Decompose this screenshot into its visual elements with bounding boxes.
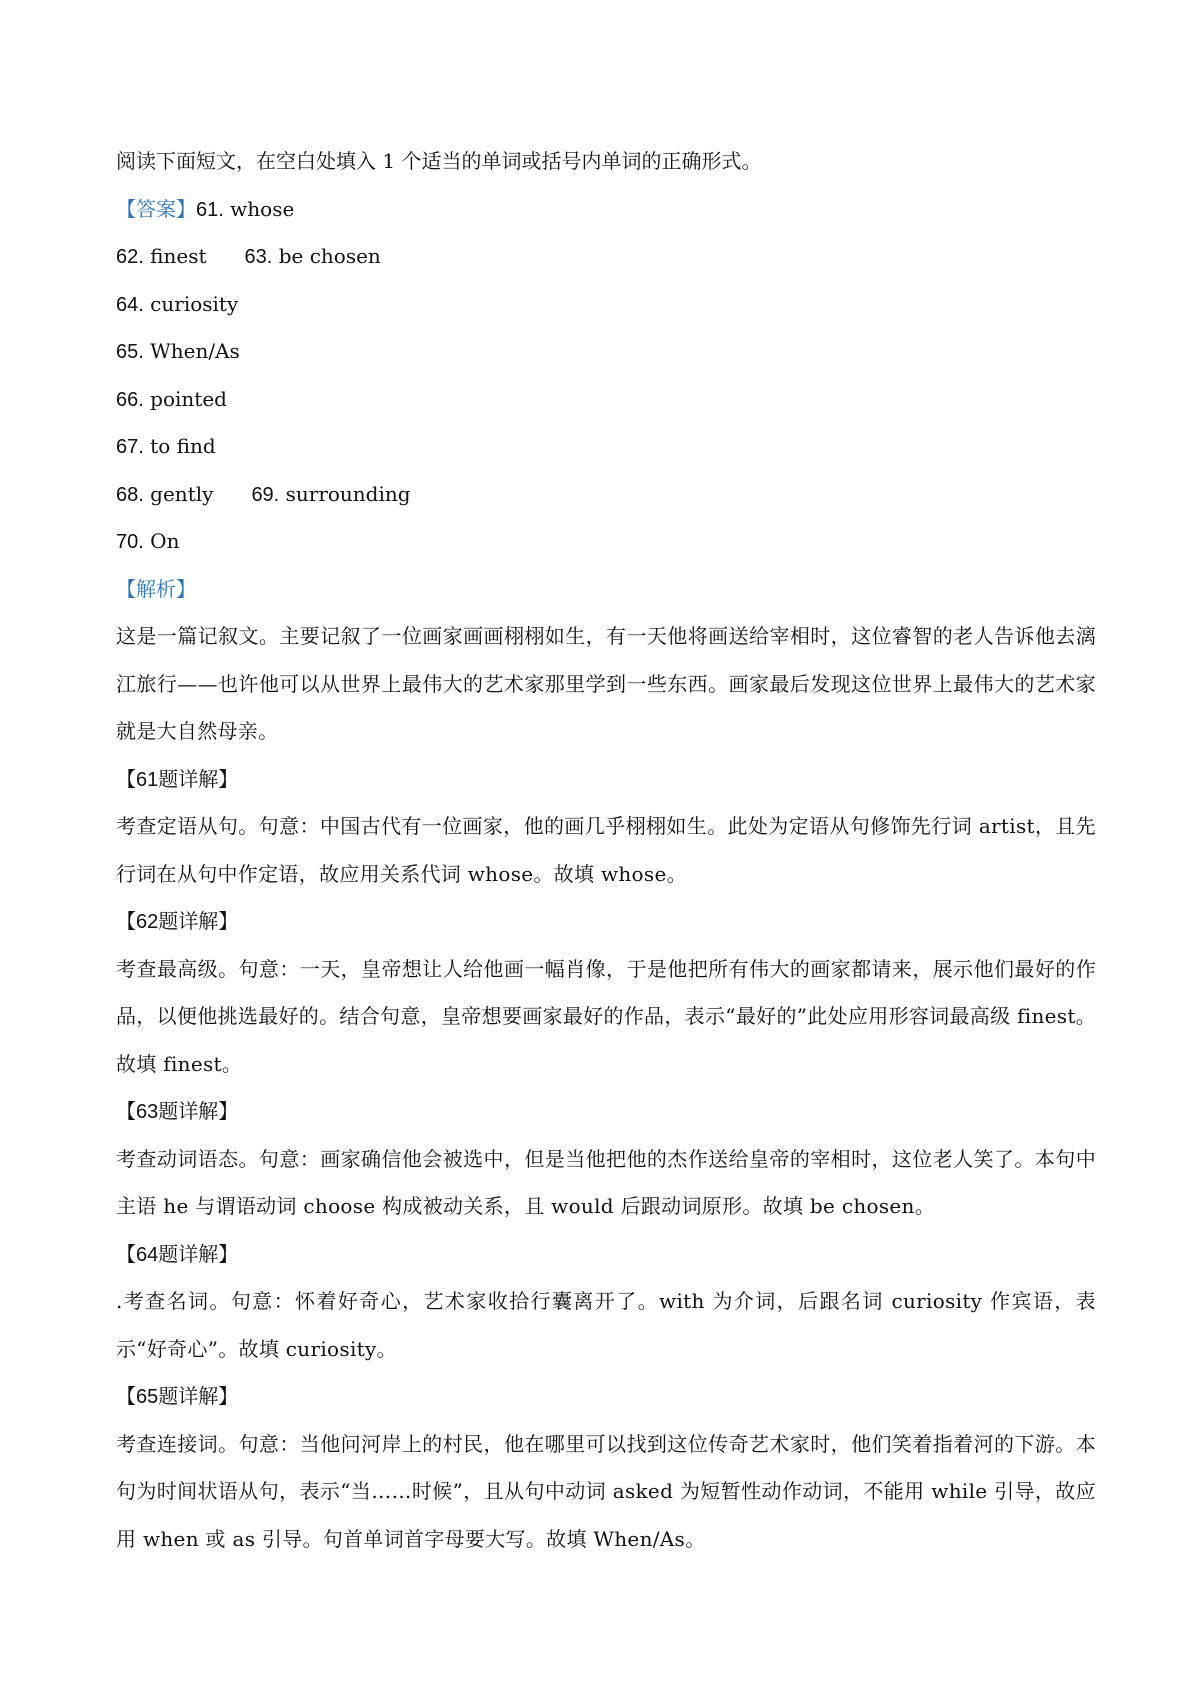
answer-line-4 [116, 328, 1096, 376]
answer-number: 68. [116, 483, 144, 506]
document-page [116, 138, 1096, 1563]
detail-heading-63: 【63题详解】 [116, 1099, 239, 1123]
answer-line-3 [116, 281, 1096, 329]
detail-body-63: 考查动词语态。句意：画家确信他会被选中，但是当他把他的杰作送给皇帝的宰相时，这位老人笑了。本句中主语 he 与谓语动词 choose 构成被动关系，且 would 后跟动词原形。故填 be chosen。 [116, 1146, 1096, 1218]
answer-line-8 [116, 518, 1096, 566]
answer-number: 61. [196, 198, 224, 221]
answer-label: 【答案】 [116, 196, 196, 221]
detail-heading-62: 【62题详解】 [116, 909, 239, 933]
detail-heading-number: 63 [136, 1101, 159, 1123]
detail-heading-text: 题详解】 [158, 766, 239, 791]
analysis-label: 【解析】 [116, 576, 196, 601]
answer-text: On [150, 529, 180, 553]
detail-heading-text: 题详解】 [158, 1241, 239, 1266]
summary-paragraph: 这是一篇记叙文。主要记叙了一位画家画画栩栩如生，有一天他将画送给宰相时，这位睿智的老人告诉他去漓江旅行——也许他可以从世界上最伟大的艺术家那里学到一些东西。画家最后发现这位世界上最伟大的艺术家就是大自然母亲。 [116, 624, 1096, 743]
answer-text: surrounding [285, 481, 411, 506]
answer-number: 62. [116, 246, 144, 268]
detail-body-65: 考查连接词。句意：当他问河岸上的村民，他在哪里可以找到这位传奇艺术家时，他们笑着指着河的下游。本句为时间状语从句，表示“当……时候”，且从句中动词 asked 为短暂性动作动词，不能用 while 引导，故应用 when 或 as 引导。句首单词首字母要大写。故填 When/As。 [116, 1431, 1096, 1551]
answer-number: 70. [116, 531, 144, 553]
detail-heading-text: 题详解】 [158, 1384, 239, 1408]
detail-heading-number: 61 [136, 768, 159, 791]
answer-number: 69. [251, 483, 280, 506]
detail-body-61: 考查定语从句。句意：中国古代有一位画家，他的画几乎栩栩如生。此处为定语从句修饰先行词 artist，且先行词在从句中作定语，故应用关系代词 whose。故填 whose。 [116, 814, 1096, 886]
detail-heading-65: 【65题详解】 [116, 1384, 239, 1408]
answer-text: whose [230, 196, 295, 221]
answer-line-2 [116, 233, 1096, 281]
answer-text: curiosity [150, 291, 239, 316]
detail-heading-number: 62 [136, 911, 159, 933]
answer-line-5 [116, 376, 1096, 424]
detail-heading-text: 题详解】 [158, 909, 239, 933]
detail-heading-64: 【64题详解】 [116, 1241, 239, 1266]
answer-text: finest [150, 244, 207, 268]
answer-text: to find [150, 434, 216, 458]
answer-line-1 [116, 186, 1096, 234]
answer-text: be chosen [278, 244, 381, 268]
answer-number: 65. [116, 341, 144, 363]
detail-body-62: 考查最高级。句意：一天，皇帝想让人给他画一幅肖像，于是他把所有伟大的画家都请来，展示他们最好的作品，以便他挑选最好的。结合句意，皇帝想要画家最好的作品，表示“最好的”此处应用形容词最高级 finest。故填 finest。 [116, 956, 1096, 1076]
detail-heading-text: 题详解】 [158, 1099, 239, 1123]
detail-body-64: .考查名词。句意：怀着好奇心，艺术家收拾行囊离开了。with 为介词，后跟名词 curiosity 作宾语，表示“好奇心”。故填 curiosity。 [116, 1289, 1096, 1361]
answer-line-7 [116, 471, 1096, 519]
answer-number: 63. [244, 246, 273, 268]
answer-text: When/As [150, 339, 240, 363]
answer-text: pointed [150, 386, 227, 411]
answer-number: 64. [116, 293, 144, 316]
answer-line-6 [116, 423, 1096, 471]
instruction-text: 阅读下面短文，在空白处填入 1 个适当的单词或括号内单词的正确形式。 [116, 149, 762, 173]
detail-heading-number: 65 [136, 1386, 159, 1408]
answer-number: 67. [116, 436, 144, 458]
answer-text: gently [150, 481, 214, 506]
answer-number: 66. [116, 388, 144, 411]
detail-heading-number: 64 [136, 1243, 159, 1266]
detail-heading-61: 【61题详解】 [116, 766, 239, 791]
